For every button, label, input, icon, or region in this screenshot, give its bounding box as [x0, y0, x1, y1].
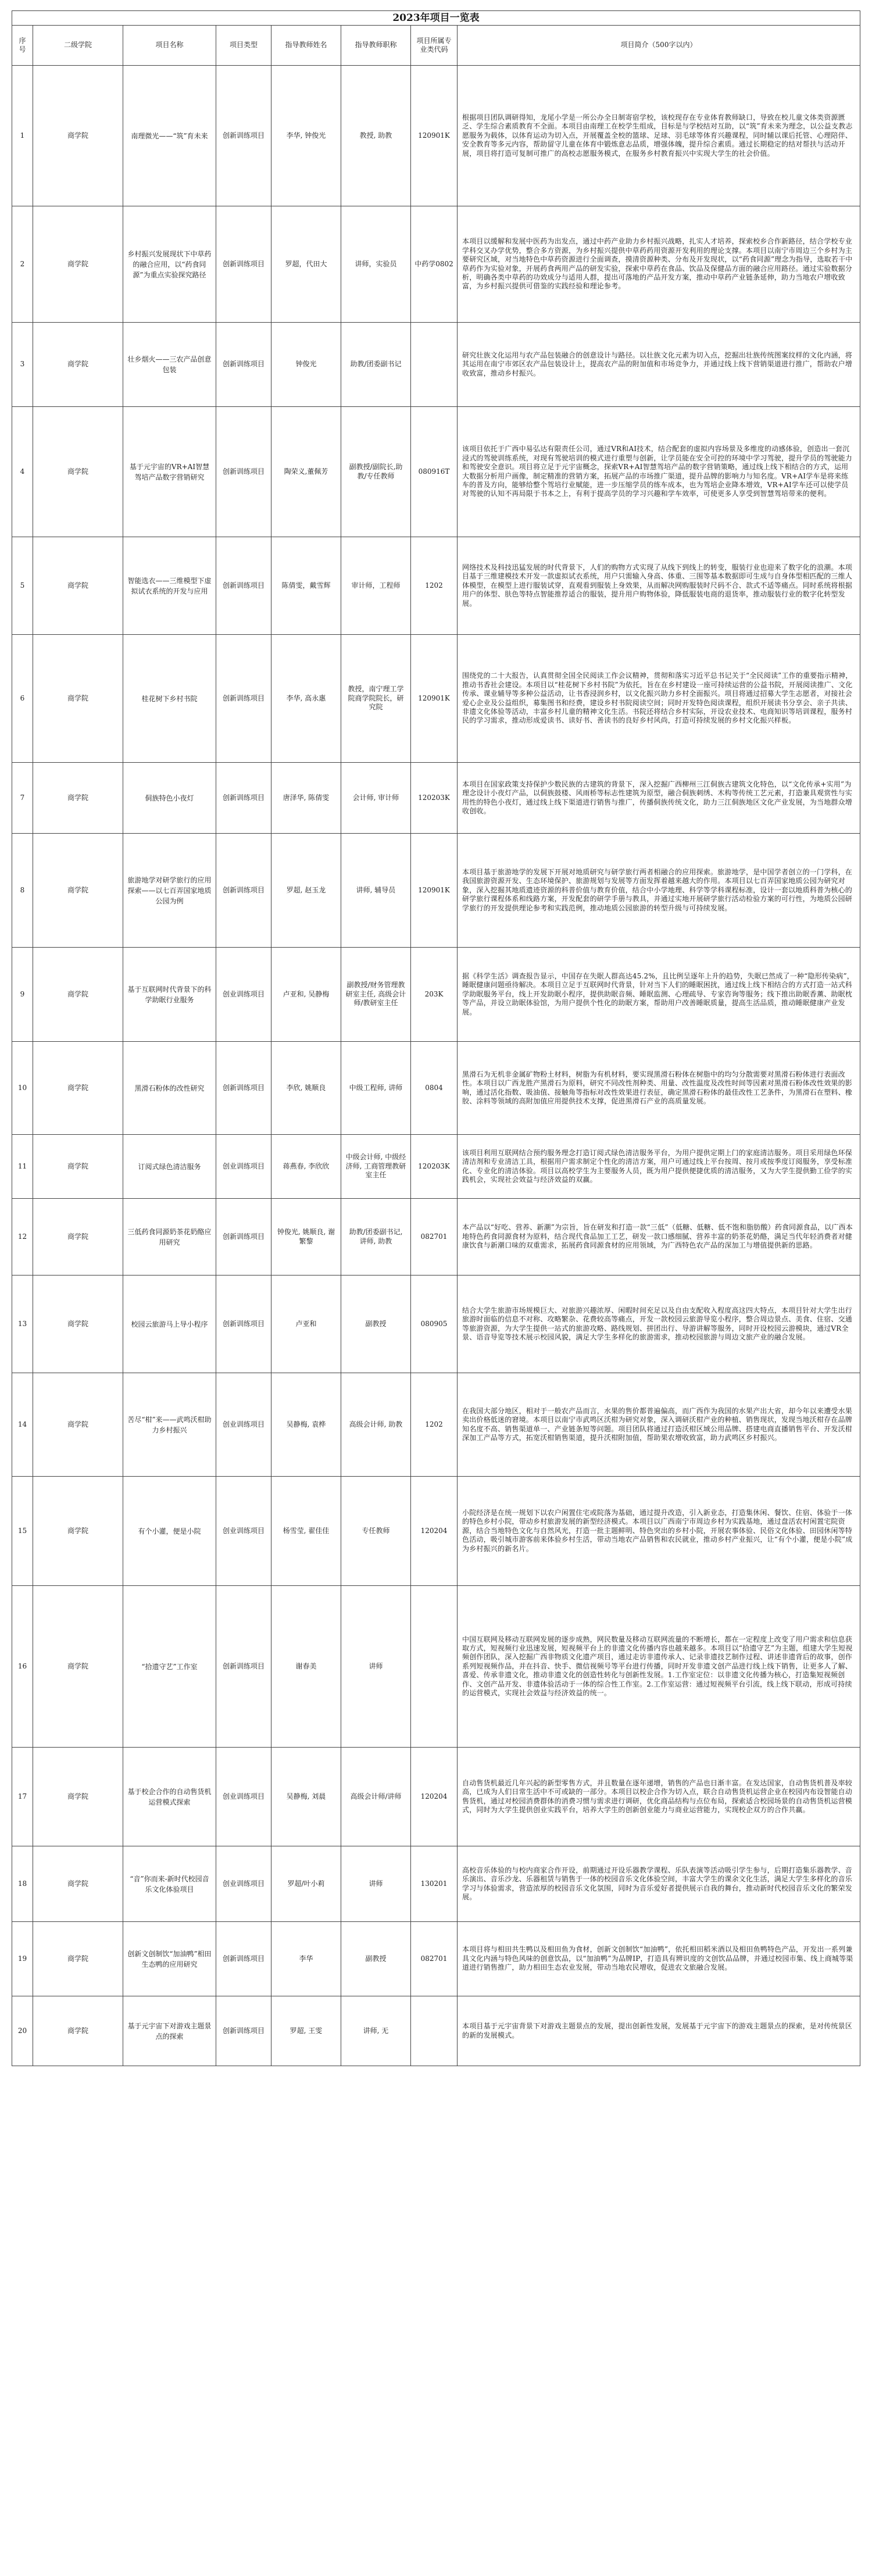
cell-project-type: 创新训练项目 — [216, 407, 271, 537]
cell-no: 3 — [12, 323, 33, 407]
table-row — [12, 537, 860, 635]
document-page — [12, 0, 860, 2066]
header-no: 序号 — [12, 26, 33, 66]
cell-project-type: 创业训练项目 — [216, 1748, 271, 1846]
cell-teacher: 吴静梅, 袁桦 — [271, 1373, 341, 1477]
cell-no: 6 — [12, 635, 33, 763]
cell-college: 商学院 — [33, 948, 123, 1042]
header-project-type: 项目类型 — [216, 26, 271, 66]
table-row — [12, 1996, 860, 2066]
cell-intro: 自动售货机最近几年兴起的新型零售方式，并且数量在逐年递增，销售的产品也日渐丰富。在发达国家，自动售货机普及率较高，已成为人们日常生活中不可或缺的一部分。本项目以校企合作为切入点，联合自动售货机运营企业在校园内布设智能自动售货机，通过对校园消费群体的消费习惯与需求进行调研，优化商品结构与点位布局，探索适合校园场景的自动售货机运营模式，同时为大学生提供创业实践平台，培养大学生的创新创业能力与商业运营能力，实现校企双方的合作共赢。 — [458, 1748, 860, 1846]
header-college: 二级学院 — [33, 26, 123, 66]
cell-teacher-title: 审计师，工程师 — [341, 537, 411, 635]
cell-project-name: 订阅式绿色清洁服务 — [123, 1135, 216, 1199]
cell-project-type: 创新训练项目 — [216, 323, 271, 407]
cell-project-name: 基于校企合作的自动售货机运营模式探索 — [123, 1748, 216, 1846]
cell-college: 商学院 — [33, 407, 123, 537]
cell-project-name: 基于元宇宙下对游戏主题景点的探索 — [123, 1996, 216, 2066]
cell-major-code: 080905 — [411, 1276, 458, 1373]
cell-college: 商学院 — [33, 1586, 123, 1748]
cell-no: 16 — [12, 1586, 33, 1748]
cell-college: 商学院 — [33, 635, 123, 763]
table-row — [12, 1586, 860, 1748]
cell-project-type: 创新训练项目 — [216, 1996, 271, 2066]
cell-project-type: 创新训练项目 — [216, 1042, 271, 1135]
table-row — [12, 66, 860, 206]
cell-intro: 据《科学生活》调查报告显示，中国存在失眠人群高达45.2%，且比例呈逐年上升的趋势，失眠已然成了一种“隐形传染病”，睡眠健康问题亟待解决。本项目立足于互联网时代背景，针对当下人们的睡眠困扰，通过线上线下相结合的方式打造一站式科学助眠服务平台，线上开发助眠小程序，提供助眠音频、睡眠监测、心理疏导、专家咨询等服务；线下推出助眠香薰、助眠枕等产品，并设立助眠体验馆，为用户提供个性化的助眠方案，帮助用户改善睡眠质量，提高生活品质，推动睡眠健康产业发展。 — [458, 948, 860, 1042]
cell-no: 2 — [12, 206, 33, 323]
cell-major-code: 120203K — [411, 763, 458, 834]
cell-major-code: 1202 — [411, 537, 458, 635]
cell-project-type: 创业训练项目 — [216, 1135, 271, 1199]
cell-project-name: 乡村振兴发展现状下中草药的融合应用，以“药食同源”为重点实验探究路径 — [123, 206, 216, 323]
cell-teacher-title: 教授，南宁理工学院商学院院长，研究院 — [341, 635, 411, 763]
cell-major-code: 130201 — [411, 1846, 458, 1922]
cell-teacher-title: 副教授/财务管理教研室主任, 高级会计师/教研室主任 — [341, 948, 411, 1042]
cell-intro: 小院经济是在统一规划下以农户闲置住宅或院落为基础，通过提升改造，引入新业态，打造集休闲、餐饮、住宿、体验于一体的特色乡村小院，带动乡村旅游发展的新型经济模式。本项目以广西南宁市周边乡村为实践基地，通过盘活农村闲置宅院资源，结合当地特色文化与自然风光，打造一批主题鲜明、特色突出的乡村小院，开展农事体验、民俗文化体验、田园休闲等特色活动，吸引城市游客前来体验乡村生活，带动当地农产品销售和农民就业，推动乡村产业振兴，让“有个小灌，便是小院”成为乡村振兴的新名片。 — [458, 1477, 860, 1586]
cell-intro: 本项目在国家政策支持保护少数民族的古建筑的背景下，深入挖掘广西柳州三江侗族古建筑文化特色，以“文化传承+实用”为理念设计小夜灯产品，以侗族鼓楼、风雨桥等标志性建筑为原型，融合侗族刺绣、木构等传统工艺元素，打造兼具观赏性与实用性的特色小夜灯，通过线上线下渠道进行销售与推广，传播侗族传统文化，助力三江侗族地区文化产业发展，为当地群众增收创收。 — [458, 763, 860, 834]
cell-teacher: 陈倩雯，戴雪辉 — [271, 537, 341, 635]
table-row — [12, 1748, 860, 1846]
cell-intro: 在我国大部分地区，相对于一般农产品而言，水果的售价都普遍偏高，而广西作为我国的水果产出大省，却今年以来遭受水果卖出价格低迷的窘境。本项目以南宁市武鸣区沃柑为研究对象，深入调研沃柑产业的种植、销售现状，发现当地沃柑存在品牌知名度不高、销售渠道单一、产业链条短等问题。项目团队将通过打造沃柑区域公用品牌、搭建电商直播销售平台、开发沃柑深加工产品等方式，拓宽沃柑销售渠道，提升沃柑附加值，帮助果农增收致富，助力武鸣区乡村振兴。 — [458, 1373, 860, 1477]
cell-no: 19 — [12, 1922, 33, 1996]
cell-major-code: 0804 — [411, 1042, 458, 1135]
cell-college: 商学院 — [33, 1373, 123, 1477]
cell-college: 商学院 — [33, 1996, 123, 2066]
cell-major-code — [411, 1586, 458, 1748]
cell-project-type: 创新训练项目 — [216, 206, 271, 323]
cell-major-code — [411, 1996, 458, 2066]
table-row — [12, 1042, 860, 1135]
cell-project-type: 创业训练项目 — [216, 948, 271, 1042]
cell-teacher: 罗超，代田大 — [271, 206, 341, 323]
cell-college: 商学院 — [33, 1042, 123, 1135]
table-row — [12, 1373, 860, 1477]
cell-teacher: 李欣, 姚顺良 — [271, 1042, 341, 1135]
cell-college: 商学院 — [33, 1748, 123, 1846]
cell-intro: 网络技术及科技迅猛发展的时代背景下，人们的购物方式实现了从线下到线上的转变，服装行业也迎来了数字化的浪潮。本项目基于三维建模技术开发一款虚拟试衣系统，用户只需输入身高、体重、三围等基本数据即可生成与自身体型相匹配的三维人体模型，在模型上进行服装试穿，直观看到服装上身效果，从而解决网购服装时尺码不合、款式不适等痛点。同时系统将根据用户的体型、肤色等特点智能推荐适合的服装，提升用户购物体验，降低服装电商的退货率，推动服装行业的数字化转型发展。 — [458, 537, 860, 635]
table-row — [12, 1276, 860, 1373]
cell-intro: 根据项目团队调研得知，龙尾小学是一所公办全日制寄宿学校，该校现存在专业体育教师缺口，导致在校儿童文体类资源匮乏、学生综合素质教育不全面。本项目由南理工在校学生组成，目标是与学校结对互助，以“筑”育未来为理念，以公益支教志愿服务为载体，以体育运动为切入点，开展覆盖全校的篮球、足球、羽毛球等体育兴趣课程，同时辅以课后托管、心理陪伴、安全教育等多元内容，帮助留守儿童在体育中锻炼意志品质，增强体魄，提升综合素质。通过长期稳定的结对帮扶与活动开展，项目将打造可复制可推广的高校志愿服务模式，在服务乡村教育振兴中实现大学生的社会价值。 — [458, 66, 860, 206]
cell-college: 商学院 — [33, 323, 123, 407]
cell-no: 11 — [12, 1135, 33, 1199]
table-row — [12, 635, 860, 763]
cell-teacher: 钟俊光, 姚顺良, 谢繁黎 — [271, 1199, 341, 1276]
cell-intro: 围绕党的二十大报告，认真贯彻全国全民阅读工作会议精神，贯彻和落实习近平总书记关于“全民阅读”工作的重要指示精神，推动书香社会建设。本项目以“桂花树下乡村书院”为依托，旨在在乡村建设一座可持续运营的公益书院，开展阅读推广、文化传承、课业辅导等多种公益活动，让书香浸润乡村，以文化振兴助力乡村全面振兴。项目将通过招募大学生志愿者，对接社会爱心企业及公益组织，募集图书和经费，建设乡村书院阅读空间；同时开发特色阅读课程，组织开展读书分享会、亲子共读、非遗文化体验等活动，丰富乡村儿童的精神文化生活。书院还将结合乡村实际，开设农业技术、电商知识等培训课程，服务村民的学习需求，推动形成爱读书、读好书、善读书的良好乡村风尚，打造可持续发展的乡村文化振兴样板。 — [458, 635, 860, 763]
cell-project-name: 创新文创制饮“加油鸭”相田生态鸭的应用研究 — [123, 1922, 216, 1996]
cell-college: 商学院 — [33, 763, 123, 834]
cell-college: 商学院 — [33, 537, 123, 635]
cell-teacher: 罗超, 王雯 — [271, 1996, 341, 2066]
cell-teacher-title: 助教/团委副书记, 讲师, 助教 — [341, 1199, 411, 1276]
cell-intro: 结合大学生旅游市场规模巨大、对旅游兴趣浓厚、闲暇时间充足以及自由支配收入程度高这四大特点，本项目针对大学生出行旅游时面临的信息不对称、攻略繁杂、花费较高等痛点，开发一款校园云旅游导览小程序，整合周边景点、美食、住宿、交通等旅游资源，为大学生提供一站式的旅游攻略、路线规划、拼团出行、导游讲解等服务，同时开设校园云游模块，通过VR全景、语音导览等技术展示校园风貌，满足大学生多样化的旅游需求，推动校园旅游与周边文旅产业的融合发展。 — [458, 1276, 860, 1373]
cell-teacher-title: 讲师, 辅导员 — [341, 834, 411, 948]
cell-no: 12 — [12, 1199, 33, 1276]
cell-teacher-title: 讲师 — [341, 1586, 411, 1748]
cell-intro: 本项目将与相田共生鸭以及相田鱼为食材，创新文创制饮“加油鸭”，依托相田稻米酒以及相田鱼鸭特色产品，开发出一系列兼具文化内涵与特色风味的创意饮品，以“加油鸭”为品牌IP，打造具有辨识度的文创饮品品牌，并通过校园市集、线上商城等渠道进行销售推广，助力相田生态农业发展，带动当地农民增收，促进农文旅融合发展。 — [458, 1922, 860, 1996]
cell-teacher: 谢春美 — [271, 1586, 341, 1748]
cell-major-code: 120204 — [411, 1477, 458, 1586]
cell-major-code: 082701 — [411, 1199, 458, 1276]
cell-teacher: 杨雪莹, 翟佳佳 — [271, 1477, 341, 1586]
cell-project-type: 创业训练项目 — [216, 1846, 271, 1922]
cell-teacher-title: 副教授/副院长,助教/专任教师 — [341, 407, 411, 537]
cell-project-name: 壮乡烟火——三农产品创意包装 — [123, 323, 216, 407]
cell-project-type: 创新训练项目 — [216, 66, 271, 206]
cell-intro: 高校音乐体验的与校内商家合作开设，前期通过开设乐器教学课程、乐队表演等活动吸引学生参与，后期打造集乐器教学、音乐演出、音乐沙龙、乐器租赁与销售于一体的校园音乐文化体验空间，丰富大学生的课余文化生活，满足大学生多样化的音乐学习与体验需求，营造浓厚的校园音乐文化氛围，同时为音乐爱好者提供展示自我的舞台，推动新时代校园音乐文化的繁荣发展。 — [458, 1846, 860, 1922]
cell-major-code: 120901K — [411, 834, 458, 948]
cell-project-type: 创业训练项目 — [216, 1373, 271, 1477]
cell-no: 8 — [12, 834, 33, 948]
cell-project-type: 创新训练项目 — [216, 1922, 271, 1996]
cell-project-type: 创新训练项目 — [216, 635, 271, 763]
table-row — [12, 206, 860, 323]
cell-teacher: 卢亚和 — [271, 1276, 341, 1373]
cell-intro: 中国互联网及移动互联网发展的逐步成熟，网民数量及移动互联网流量的不断增长，都在一定程度上改变了用户需求和信息获取方式，短视频行业迅速发展，短视频平台上的非遗文化传播内容也越来越多。本项目以“拾遗守艺”为主题，组建大学生短视频创作团队，深入挖掘广西非物质文化遗产项目，通过走访非遗传承人、记录非遗技艺制作过程、讲述非遗背后的故事，创作系列短视频作品，并在抖音、快手、微信视频号等平台进行传播，同时开发非遗文创产品进行线上线下销售，让更多人了解、喜爱、传承非遗文化，推动非遗文化的创造性转化与创新性发展。1.工作室定位：以非遗文化传播为核心，打造集短视频创作、文创产品开发、非遗体验活动于一体的综合性工作室。2.工作室运营：通过短视频平台引流，线上线下联动，形成可持续的运营模式，实现社会效益与经济效益的统一。 — [458, 1586, 860, 1748]
cell-project-name: 基于互联网时代背景下的科学助眠行业服务 — [123, 948, 216, 1042]
cell-project-name: 桂花树下乡村书院 — [123, 635, 216, 763]
cell-no: 5 — [12, 537, 33, 635]
cell-college: 商学院 — [33, 206, 123, 323]
table-row — [12, 1135, 860, 1199]
cell-project-name: 旅游地学对研学旅行的应用探索——以七百弄国家地质公园为例 — [123, 834, 216, 948]
cell-project-type: 创新训练项目 — [216, 763, 271, 834]
cell-intro: 本项目以缓解和发展中医药为出发点，通过中药产业助力乡村振兴战略，扎实人才培养，探索校乡合作新路径，结合学校专业学科交叉办学优势，整合多方资源，为乡村振兴提供中草药药用资源开发利用的理论支撑。本项目以南宁市周边三个乡村为主要研究区域，对当地特色中草药资源进行全面调查，摸清资源种类、分布及开发现状，以“药食同源”理念为指导，选取若干中草药作为实验对象，开展药食两用产品的研发实验，探索中草药在食品、饮品及保健品方面的融合应用路径。通过实验数据分析，明确各类中草药的功效成分与适用人群，提出可落地的产品开发方案，推动中草药产业链条延伸，助力当地农户增收致富，为乡村振兴提供可借鉴的实践经验和理论参考。 — [458, 206, 860, 323]
cell-major-code: 120203K — [411, 1135, 458, 1199]
cell-major-code: 120901K — [411, 635, 458, 763]
cell-major-code: 中药学0802 — [411, 206, 458, 323]
cell-college: 商学院 — [33, 1922, 123, 1996]
cell-no: 1 — [12, 66, 33, 206]
cell-no: 10 — [12, 1042, 33, 1135]
cell-project-name: 三低药食同源奶茶花奶酪应用研究 — [123, 1199, 216, 1276]
cell-teacher-title: 专任教师 — [341, 1477, 411, 1586]
table-row — [12, 1477, 860, 1586]
document-title: 2023年项目一览表 — [12, 10, 860, 25]
cell-teacher: 罗超, 赵玉龙 — [271, 834, 341, 948]
table-row — [12, 1199, 860, 1276]
cell-college: 商学院 — [33, 1846, 123, 1922]
cell-intro: 该项目利用互联网结合预约服务理念打造订阅式绿色清洁服务平台，为用户提供定期上门的家庭清洁服务。项目采用绿色环保清洁剂和专业清洁工具，根据用户需求制定个性化的清洁方案，用户可通过线上平台按周、按月或按季度订阅服务，享受标准化、专业化的清洁体验。项目以高校学生为主要服务人员，既为用户提供便捷优质的清洁服务，又为大学生提供勤工俭学的实践机会，实现社会效益与经济效益的双赢。 — [458, 1135, 860, 1199]
cell-major-code: 080916T — [411, 407, 458, 537]
cell-intro: 本项目基于旅游地学的发展下开展对地质研究与研学旅行两者相融合的应用探索。旅游地学，是中国学者创立的一门学科，在我国旅游资源开发、生态环境保护、旅游规划与发展等方面发挥着越来越大的作用。本项目以七百弄国家地质公园为研究对象，深入挖掘其地质遗迹资源的科普价值与教育价值，结合中小学地理、科学等学科课程标准，设计一套以地质科普为核心的研学旅行课程体系和线路方案，开发配套的研学手册与教具，并通过实地开展研学旅行活动检验方案的可行性，为地质公园研学旅行的开发提供理论参考和实践范例，推动地质公园旅游的转型升级与可持续发展。 — [458, 834, 860, 948]
table-row — [12, 948, 860, 1042]
cell-teacher: 李华, 高永惠 — [271, 635, 341, 763]
cell-project-name: “音”你而来-新时代校园音乐文化体验项目 — [123, 1846, 216, 1922]
cell-project-name: 黑滑石粉体的改性研究 — [123, 1042, 216, 1135]
cell-project-type: 创新训练项目 — [216, 1199, 271, 1276]
cell-teacher-title: 讲师，实验员 — [341, 206, 411, 323]
cell-no: 14 — [12, 1373, 33, 1477]
cell-no: 9 — [12, 948, 33, 1042]
header-teacher-title: 指导教师职称 — [341, 26, 411, 66]
cell-project-type: 创新训练项目 — [216, 537, 271, 635]
table-row — [12, 323, 860, 407]
cell-major-code — [411, 323, 458, 407]
cell-no: 7 — [12, 763, 33, 834]
cell-project-name: 校园云旅游马上导小程序 — [123, 1276, 216, 1373]
cell-project-name: 侗族特色小夜灯 — [123, 763, 216, 834]
cell-college: 商学院 — [33, 66, 123, 206]
header-intro: 项目简介（500字以内） — [458, 26, 860, 66]
header-project-name: 项目名称 — [123, 26, 216, 66]
cell-project-name: “拾遗守艺”工作室 — [123, 1586, 216, 1748]
cell-teacher: 李华 — [271, 1922, 341, 1996]
cell-project-name: 南理微光——“筑”育未来 — [123, 66, 216, 206]
cell-intro: 黑滑石为无机非金属矿物粉土材料，树脂为有机材料，要实现黑滑石粉体在树脂中的均匀分散需要对黑滑石粉体进行表面改性。本项目以广西龙胜产黑滑石为原料，研究不同改性剂种类、用量、改性温度及改性时间等因素对黑滑石粉体改性效果的影响，通过活化指数、吸油值、接触角等指标对改性效果进行表征，确定黑滑石粉体的最佳改性工艺条件，为黑滑石在塑料、橡胶、涂料等领域的高附加值应用提供技术支撑，促进黑滑石产业的高质量发展。 — [458, 1042, 860, 1135]
cell-teacher: 卢亚和, 吴静梅 — [271, 948, 341, 1042]
cell-major-code: 120204 — [411, 1748, 458, 1846]
cell-teacher: 蒋燕春, 李欣欣 — [271, 1135, 341, 1199]
cell-project-type: 创新训练项目 — [216, 1276, 271, 1373]
cell-project-name: 苦尽“柑”来——武鸣沃柑助力乡村振兴 — [123, 1373, 216, 1477]
cell-teacher-title: 中级会计师, 中级经济师, 工商管理教研室主任 — [341, 1135, 411, 1199]
cell-teacher-title: 副教授 — [341, 1922, 411, 1996]
cell-major-code: 1202 — [411, 1373, 458, 1477]
cell-project-name: 基于元宇宙的VR+AI智慧驾培产品数字营销研究 — [123, 407, 216, 537]
cell-college: 商学院 — [33, 1135, 123, 1199]
cell-project-type: 创新训练项目 — [216, 834, 271, 948]
cell-no: 4 — [12, 407, 33, 537]
table-row — [12, 407, 860, 537]
cell-major-code: 082701 — [411, 1922, 458, 1996]
cell-teacher-title: 讲师, 无 — [341, 1996, 411, 2066]
cell-intro: 该项目依托于广西中易弘达有限责任公司，通过VR和AI技术，结合配套的虚拟内容场景及多维度的动感体验，创造出一套沉浸式的驾驶训练系统，对现有驾驶培训的模式进行重塑与创新，让学员能在安全可控的环境中学习驾驶，提升学员的驾驶能力和驾驶安全意识。项目将立足于元宇宙概念，探索VR+AI智慧驾培产品的数字营销策略，通过线上线下相结合的方式，运用大数据分析用户画像，制定精准的营销方案，拓展产品的市场推广渠道，提升品牌的影响力与知名度。VR+AI学车是将来练车的普及方向，能够给整个驾培行业赋能，进一步压缩学员的练车成本，也为驾培企业降本增效，VR+AI学车还可以使学员对驾驶的认知不再局限于书本之上，有利于提高学员的学习兴趣和学车效率，可使更多人享受到智慧驾培带来的便利。 — [458, 407, 860, 537]
table-row — [12, 834, 860, 948]
cell-project-type: 创新训练项目 — [216, 1586, 271, 1748]
cell-college: 商学院 — [33, 1276, 123, 1373]
cell-college: 商学院 — [33, 1477, 123, 1586]
cell-major-code: 203K — [411, 948, 458, 1042]
project-table — [12, 25, 860, 2066]
cell-teacher: 陶荣义,董佩芳 — [271, 407, 341, 537]
cell-intro: 研究壮族文化运用与农产品包装融合的创意设计与路径。以壮族文化元素为切入点，挖掘出壮族传统图案纹样的文化内涵，将其运用在南宁市郊区农产品包装设计上，提高农产品的附加值和市场竞争力，并通过线上线下营销渠道进行推广，帮助农户增收致富，推动乡村振兴。 — [458, 323, 860, 407]
cell-project-type: 创业训练项目 — [216, 1477, 271, 1586]
header-teacher: 指导教师姓名 — [271, 26, 341, 66]
cell-no: 17 — [12, 1748, 33, 1846]
cell-college: 商学院 — [33, 1199, 123, 1276]
cell-teacher-title: 中级工程师, 讲师 — [341, 1042, 411, 1135]
cell-no: 15 — [12, 1477, 33, 1586]
cell-teacher: 李华, 钟俊光 — [271, 66, 341, 206]
cell-teacher: 吴静梅, 刘晨 — [271, 1748, 341, 1846]
cell-teacher: 唐泽华, 陈倩雯 — [271, 763, 341, 834]
cell-intro: 本产品以“好吃、营养、新潮”为宗旨，旨在研发和打造一款“三低”（低糖、低糖、低不饱和脂肪酸）药食同源食品，以广西本地特色药食同源食材为原料，结合现代食品加工工艺，研发一款口感细腻、营养丰富的奶茶花奶酪，满足当代年轻消费者对健康饮食与新潮口味的双重需求，拓展药食同源食材的应用领域，为广西特色农产品的深加工与增值提供新的思路。 — [458, 1199, 860, 1276]
header-major-code: 项目所属专业类代码 — [411, 26, 458, 66]
cell-major-code: 120901K — [411, 66, 458, 206]
table-body — [12, 66, 860, 2066]
cell-teacher-title: 副教授 — [341, 1276, 411, 1373]
cell-no: 13 — [12, 1276, 33, 1373]
cell-teacher-title: 讲师 — [341, 1846, 411, 1922]
table-row — [12, 1846, 860, 1922]
cell-project-name: 智能选衣——三维模型下虚拟试衣系统的开发与应用 — [123, 537, 216, 635]
cell-no: 18 — [12, 1846, 33, 1922]
cell-teacher: 罗超/叶小莉 — [271, 1846, 341, 1922]
cell-teacher-title: 高级会计师, 助教 — [341, 1373, 411, 1477]
cell-teacher-title: 助教/团委副书记 — [341, 323, 411, 407]
cell-teacher: 钟俊光 — [271, 323, 341, 407]
cell-project-name: 有个小灌，便是小院 — [123, 1477, 216, 1586]
table-header-row — [12, 26, 860, 66]
cell-teacher-title: 会计师, 审计师 — [341, 763, 411, 834]
cell-teacher-title: 高级会计师/讲师 — [341, 1748, 411, 1846]
cell-intro: 本项目基于元宇宙背景下对游戏主题景点的发展，提出创新性发展，发展基于元宇宙下的游戏主题景点的探索，是对传统景区的新的发展模式。 — [458, 1996, 860, 2066]
table-row — [12, 1922, 860, 1996]
cell-no: 20 — [12, 1996, 33, 2066]
table-row — [12, 763, 860, 834]
cell-teacher-title: 教授, 助教 — [341, 66, 411, 206]
cell-college: 商学院 — [33, 834, 123, 948]
